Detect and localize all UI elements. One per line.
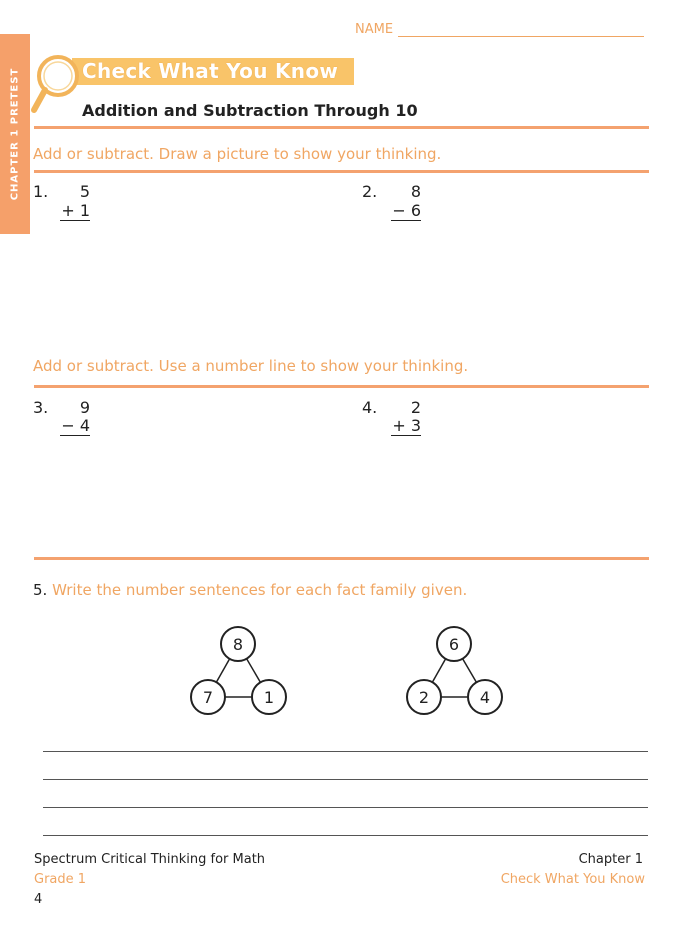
footer-section: Check What You Know	[500, 872, 645, 887]
fact-family-1-left: 7	[202, 688, 214, 707]
answer-line[interactable]	[43, 751, 648, 752]
problem-1-bottom: + 1	[61, 201, 90, 220]
problem-4-number: 4.	[362, 398, 378, 417]
problem-1-number: 1.	[33, 182, 49, 201]
divider	[34, 557, 649, 560]
answer-line[interactable]	[43, 835, 648, 836]
page-number: 4	[34, 892, 43, 907]
footer-chapter: Chapter 1	[578, 852, 643, 867]
footer-grade: Grade 1	[34, 872, 87, 887]
fact-family-1	[180, 624, 300, 724]
answer-line[interactable]	[43, 779, 648, 780]
fact-family-2-right: 4	[479, 688, 491, 707]
magnifier-icon	[28, 50, 84, 120]
fact-family-2	[396, 624, 516, 724]
divider	[34, 126, 649, 129]
name-label: NAME	[355, 22, 394, 37]
page-subtitle: Addition and Subtraction Through 10	[82, 101, 418, 120]
side-tab-label: CHAPTER 1 PRETEST	[9, 67, 21, 201]
divider	[34, 385, 649, 388]
problem-3-top: 9	[79, 398, 90, 417]
fact-family-2-left: 2	[418, 688, 430, 707]
problem-2-number: 2.	[362, 182, 378, 201]
problem-3-bottom: − 4	[61, 416, 90, 435]
page-title: Check What You Know	[82, 59, 339, 83]
problem-4-bottom: + 3	[392, 416, 421, 435]
fact-family-1-right: 1	[263, 688, 275, 707]
fact-family-1-top: 8	[232, 635, 244, 654]
fact-family-2-top: 6	[448, 635, 460, 654]
problem-1-top: 5	[79, 182, 90, 201]
question-5-text: Write the number sentences for each fact family given.	[52, 581, 468, 599]
divider	[34, 170, 649, 173]
instruction-2: Add or subtract. Use a number line to show your thinking.	[33, 357, 469, 375]
answer-line[interactable]	[43, 807, 648, 808]
problem-3-number: 3.	[33, 398, 49, 417]
question-5	[33, 581, 467, 599]
instruction-1: Add or subtract. Draw a picture to show your thinking.	[33, 145, 442, 163]
question-5-number: 5.	[33, 581, 48, 599]
problem-2-bottom: − 6	[392, 201, 421, 220]
problem-4-top: 2	[410, 398, 421, 417]
footer-book-title: Spectrum Critical Thinking for Math	[34, 852, 266, 867]
name-line	[398, 36, 644, 37]
problem-2-top: 8	[410, 182, 421, 201]
